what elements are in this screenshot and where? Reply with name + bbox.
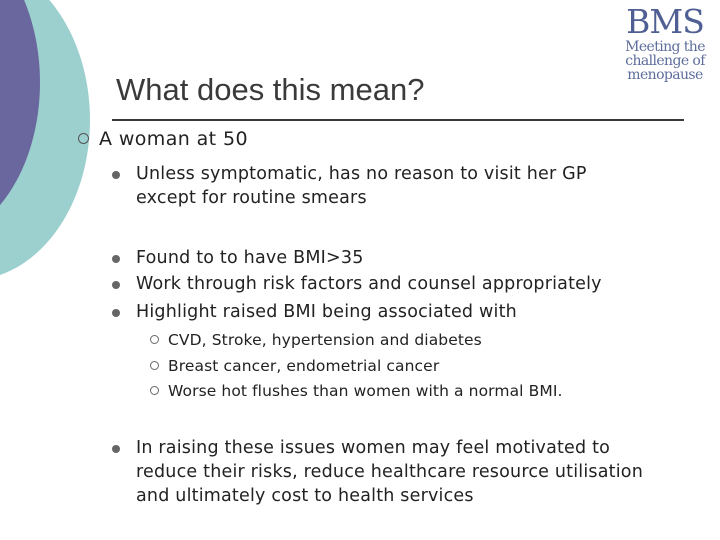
filled-dot-bullet-icon: [112, 255, 120, 263]
slide-title: What does this mean?: [116, 72, 425, 107]
filled-dot-bullet-icon: [112, 171, 120, 179]
sub-bullet-text: CVD, Stroke, hypertension and diabetes: [168, 331, 482, 349]
hollow-circle-bullet-icon: [150, 361, 159, 370]
logo-tagline-2: challenge of: [625, 53, 705, 69]
filled-dot-bullet-icon: [112, 445, 120, 453]
hollow-circle-bullet-icon: [78, 133, 89, 144]
bullet-text-line: except for routine smears: [136, 188, 367, 208]
hollow-circle-bullet-icon: [150, 335, 159, 344]
level1-bullet: [78, 128, 248, 150]
bullet-text-line: Work through risk factors and counsel appropriately: [136, 274, 602, 294]
hollow-circle-bullet-icon: [150, 386, 159, 395]
filled-dot-bullet-icon: [112, 281, 120, 289]
title-underline: [112, 119, 684, 121]
bullet-text-line: Unless symptomatic, has no reason to visit her GP: [136, 164, 587, 184]
level1-bullet-text: A woman at 50: [99, 128, 248, 150]
logo-mark: BMS: [626, 2, 704, 41]
sub-bullet-text: Breast cancer, endometrial cancer: [168, 357, 440, 375]
bms-logo: [612, 4, 718, 88]
bullet-text-line: In raising these issues women may feel motivated to: [136, 438, 611, 458]
sub-bullet-text: Worse hot flushes than women with a normal BMI.: [168, 382, 563, 400]
bullet-text-line: Highlight raised BMI being associated with: [136, 302, 517, 322]
bullet-text-line: reduce their risks, reduce healthcare resource utilisation: [136, 462, 643, 482]
filled-dot-bullet-icon: [112, 309, 120, 317]
logo-tagline-1: Meeting the: [625, 39, 705, 55]
bullet-text-line: Found to to have BMI>35: [136, 248, 364, 268]
bullet-text-line: and ultimately cost to health services: [136, 486, 474, 506]
logo-tagline-3: menopause: [627, 67, 703, 83]
